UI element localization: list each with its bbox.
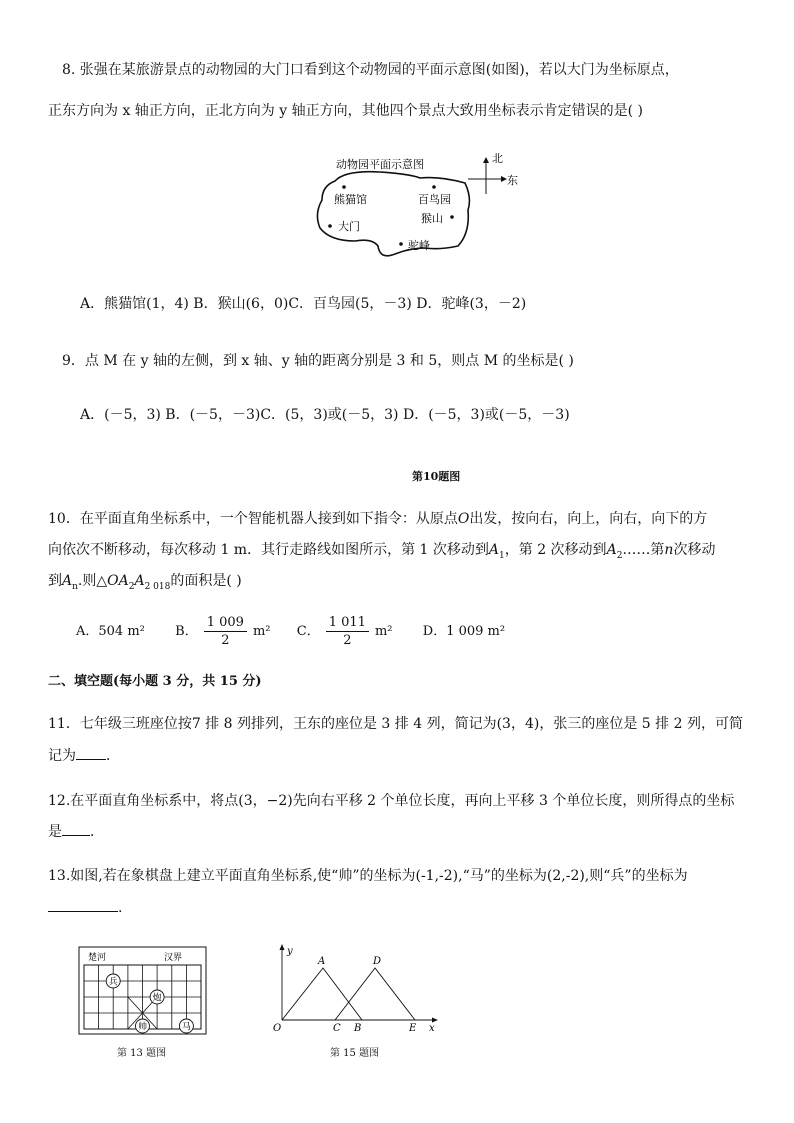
q10-line2-d: 次移动 <box>673 542 716 558</box>
q11-answer-blank[interactable] <box>76 759 106 760</box>
q12-answer-blank[interactable] <box>62 835 90 836</box>
an-symbol: A <box>62 573 73 589</box>
q8-options: A．熊猫馆(1，4) B．猴山(6，0)C．百鸟园(5，－3) D．驼峰(3，－2) <box>80 296 527 312</box>
q9-options: A．(－5，3) B．(－5，－3)C．(5，3)或(－5，3) D．(－5，3)或(－5，－3) <box>80 407 570 423</box>
q8-line2: 正东方向为 x 轴正方向，正北方向为 y 轴正方向，其他四个景点大致用坐标表示肯定错误的是( ) <box>48 103 643 119</box>
triangle-oac <box>282 968 362 1020</box>
q10-line3-c: 的面积是( ) <box>170 573 242 589</box>
q13-line1: 13.如图,若在象棋盘上建立平面直角坐标系,使“帅”的坐标为(-1,-2),“马”的坐标为(2,-2),则“兵”的坐标为 <box>48 868 688 884</box>
monkey-label: 猴山 <box>421 212 443 225</box>
q11-line2-b: ． <box>106 748 120 764</box>
q10-opt-d: D．1 009 m² <box>422 624 506 639</box>
q13-line2 <box>48 898 122 918</box>
q10-line2-a: 向依次不断移动，每次移动 1 m．其行走路线如图所示，第 1 次移动到 <box>48 542 489 558</box>
q10-opt-b-unit: m² <box>252 624 271 639</box>
camel-label: 驼峰 <box>408 239 430 252</box>
section2-heading: 二、填空题(每小题 3 分，共 15 分) <box>48 674 262 689</box>
panda-label: 熊猫馆 <box>334 193 367 206</box>
q13-fig-caption: 第 13 题图 <box>117 1048 167 1059</box>
bing-label: 兵 <box>108 977 118 988</box>
o-label: O <box>273 1023 282 1034</box>
e-label: E <box>409 1023 417 1034</box>
gate-label: 大门 <box>338 220 360 233</box>
a2-sub: 2 <box>616 550 623 561</box>
q9-line1: 9．点 M 在 y 轴的左侧，到 x 轴、y 轴的距离分别是 3 和 5，则点 M 的坐标是( ) <box>62 353 574 369</box>
q10-fig-caption: 第10题图 <box>412 470 461 483</box>
q10-opt-b-label: B． <box>175 624 198 639</box>
q10-line2-b: ，第 2 次移动到 <box>504 542 607 558</box>
b-label: B <box>354 1023 362 1034</box>
q15-fig-caption: 第 15 题图 <box>330 1048 380 1059</box>
q13-line2-end: . <box>118 900 123 916</box>
ma-label: 马 <box>181 1022 191 1033</box>
q10-options <box>76 612 505 652</box>
map-title: 动物园平面示意图 <box>336 158 424 171</box>
q10-line3-a: 到 <box>48 573 62 589</box>
a-label: A <box>318 956 326 967</box>
q10-opt-b-num: 1 009 <box>204 614 247 632</box>
q11-line2 <box>48 746 120 766</box>
q10-line3 <box>48 571 242 597</box>
bird-label: 百鸟园 <box>418 193 451 206</box>
chessboard-figure <box>78 946 208 1040</box>
q10-line1 <box>48 509 707 529</box>
d-label: D <box>373 956 382 967</box>
q10-opt-b-fraction <box>204 614 247 649</box>
q10-opt-b-den: 2 <box>221 633 230 648</box>
pao-label: 炮 <box>152 993 162 1004</box>
q12-line2-a: 是 <box>48 824 62 840</box>
q12-line2 <box>48 822 104 842</box>
q10-line3-b: .则△ <box>77 573 108 589</box>
q10-opt-c-fraction <box>326 614 369 649</box>
tri-a-symbol: A <box>134 573 145 589</box>
n-symbol: n <box>664 542 674 558</box>
q10-opt-c-label: C． <box>296 624 320 639</box>
north-arrowhead <box>483 157 489 163</box>
a2-symbol: A <box>606 542 617 558</box>
panda-dot <box>342 185 346 189</box>
q13-answer-blank[interactable] <box>48 911 118 912</box>
q10-opt-c-unit: m² <box>374 624 393 639</box>
q11-line2-a: 记为 <box>48 748 76 764</box>
q10-line2 <box>48 540 715 566</box>
q12-line2-b: ． <box>90 824 104 840</box>
zoo-map-figure <box>300 148 530 267</box>
y-label: y <box>287 946 293 957</box>
q10-line1-text: 10．在平面直角坐标系中，一个智能机器人接到如下指令：从原点 <box>48 511 458 527</box>
tri-o-sub: 2 <box>128 581 135 592</box>
y-axis-arrowhead <box>280 944 285 950</box>
han-jie-label: 汉界 <box>164 953 183 963</box>
q10-opt-c-num: 1 011 <box>326 614 369 632</box>
shuai-label: 帅 <box>137 1022 148 1033</box>
tri-o-symbol: OA <box>107 573 129 589</box>
origin-symbol: O <box>457 511 470 527</box>
an-sub: n <box>72 581 78 592</box>
q12-line1: 12.在平面直角坐标系中，将点(3，−2)先向右平移 2 个单位长度，再向上平移 3 个单位长度，则所得点的坐标 <box>48 793 735 809</box>
q15-figure <box>266 940 446 1039</box>
q10-opt-a: A．504 m² <box>76 624 145 639</box>
q10-line1-tail: 出发，按向右，向上，向右，向下的方 <box>469 511 708 527</box>
chu-he-label: 楚河 <box>88 953 107 963</box>
a1-symbol: A <box>488 542 500 558</box>
a1-sub: 1 <box>499 550 505 561</box>
x-label: x <box>429 1023 435 1034</box>
q11-line1: 11．七年级三班座位按7 排 8 列排列，王东的座位是 3 排 4 列，简记为(3，4)，张三的座位是 5 排 2 列，可简 <box>48 716 743 732</box>
tri-a-sub: 2 018 <box>144 581 171 592</box>
q10-line2-c: ……第 <box>622 542 665 558</box>
camel-dot <box>399 242 403 246</box>
q10-opt-c-den: 2 <box>343 633 352 648</box>
monkey-dot <box>450 215 454 219</box>
bird-dot <box>432 185 436 189</box>
c-label: C <box>333 1023 341 1034</box>
q8-line1: 8. 张强在某旅游景点的动物园的大门口看到这个动物园的平面示意图(如图)，若以大门为坐标原点， <box>62 62 679 78</box>
triangle-bde <box>335 968 415 1020</box>
x-axis-arrowhead <box>432 1018 438 1023</box>
north-label: 北 <box>492 152 503 165</box>
east-label: 东 <box>507 174 518 187</box>
gate-dot <box>328 224 332 228</box>
zoo-outline <box>317 172 469 256</box>
